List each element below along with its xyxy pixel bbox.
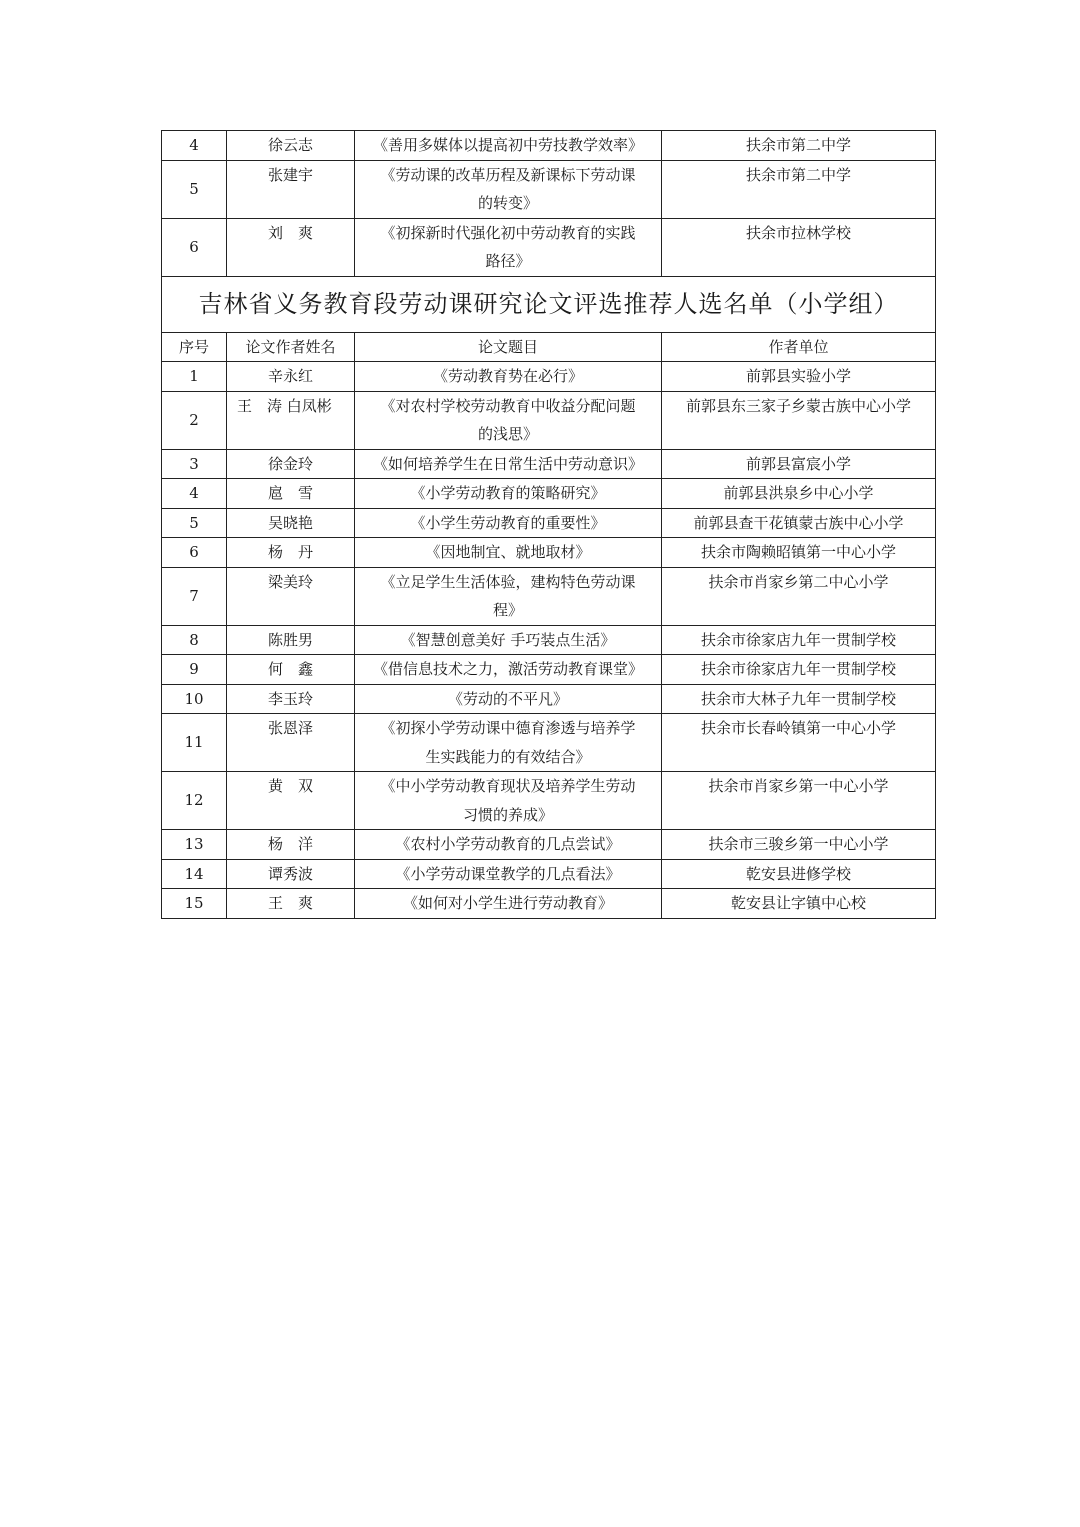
author-unit: 前郭县查干花镇蒙古族中心小学 <box>662 508 936 538</box>
row-number: 4 <box>162 479 227 509</box>
table-row <box>162 684 936 714</box>
section-title-row <box>162 276 936 332</box>
recommendation-table <box>161 130 936 919</box>
paper-title-line: 《因地制宜、就地取材》 <box>425 543 591 561</box>
header-title: 论文题目 <box>355 332 662 362</box>
paper-title <box>355 131 662 161</box>
row-number: 11 <box>162 714 227 772</box>
table-row <box>162 655 936 685</box>
author-unit: 扶余市第二中学 <box>662 131 936 161</box>
table-row <box>162 449 936 479</box>
author-unit: 前郭县东三家子乡蒙古族中心小学 <box>662 391 936 449</box>
paper-title <box>355 391 662 449</box>
author-name: 梁美玲 <box>227 567 355 625</box>
author-unit: 前郭县富宸小学 <box>662 449 936 479</box>
author-name: 徐金玲 <box>227 449 355 479</box>
paper-title <box>355 449 662 479</box>
paper-title-line: 路径》 <box>485 252 531 270</box>
paper-title-line: 生实践能力的有效结合》 <box>425 747 591 766</box>
row-number: 9 <box>162 655 227 685</box>
paper-title <box>355 362 662 392</box>
paper-title <box>355 655 662 685</box>
paper-title-line: 《智慧创意美好 手巧装点生活》 <box>400 630 616 649</box>
table-row <box>162 714 936 772</box>
section-title: 吉林省义务教育段劳动课研究论文评选推荐人选名单（小学组） <box>162 276 936 332</box>
paper-title <box>355 859 662 889</box>
author-name: 李玉玲 <box>227 684 355 714</box>
row-number: 12 <box>162 772 227 830</box>
author-name: 黄 双 <box>227 772 355 830</box>
author-unit: 前郭县实验小学 <box>662 362 936 392</box>
paper-title <box>355 714 662 772</box>
junior-high-rows <box>162 131 936 277</box>
paper-title-line: 《对农村学校劳动教育中收益分配问题 <box>380 396 636 415</box>
table-row <box>162 567 936 625</box>
paper-title-line: 《劳动教育势在必行》 <box>432 367 583 385</box>
table-row <box>162 362 936 392</box>
paper-title-line: 《初探小学劳动课中德育渗透与培养学 <box>380 719 636 737</box>
row-number: 14 <box>162 859 227 889</box>
paper-title <box>355 479 662 509</box>
paper-title-line: 《借信息技术之力，激活劳动教育课堂》 <box>372 660 643 678</box>
row-number: 7 <box>162 567 227 625</box>
row-number: 6 <box>162 538 227 568</box>
row-number: 13 <box>162 830 227 860</box>
author-unit: 扶余市徐家店九年一贯制学校 <box>662 625 936 655</box>
row-number: 2 <box>162 391 227 449</box>
row-number: 5 <box>162 160 227 218</box>
paper-title <box>355 538 662 568</box>
author-name: 张恩泽 <box>227 714 355 772</box>
author-name: 杨 洋 <box>227 830 355 860</box>
primary-rows <box>162 362 936 919</box>
author-unit: 扶余市三骏乡第一中心小学 <box>662 830 936 860</box>
author-name: 何 鑫 <box>227 655 355 685</box>
paper-title-line: 《立足学生生活体验，建构特色劳动课 <box>380 572 636 591</box>
table-row <box>162 830 936 860</box>
paper-title-line: 《小学生劳动教育的重要性》 <box>410 513 606 532</box>
paper-title-line: 《劳动的不平凡》 <box>447 689 568 708</box>
paper-title <box>355 625 662 655</box>
paper-title-line: 《劳动课的改革历程及新课标下劳动课 <box>380 165 636 184</box>
author-unit: 扶余市肖家乡第二中心小学 <box>662 567 936 625</box>
paper-title <box>355 889 662 919</box>
row-number: 10 <box>162 684 227 714</box>
paper-title-line: 的浅思》 <box>477 425 538 443</box>
author-unit: 扶余市徐家店九年一贯制学校 <box>662 655 936 685</box>
table-row <box>162 508 936 538</box>
paper-title <box>355 830 662 860</box>
author-unit: 扶余市第二中学 <box>662 160 936 218</box>
author-name: 王 涛 白凤彬 <box>227 391 355 449</box>
row-number: 5 <box>162 508 227 538</box>
header-row <box>162 332 936 362</box>
row-number: 8 <box>162 625 227 655</box>
row-number: 1 <box>162 362 227 392</box>
paper-title-line: 《中小学劳动教育现状及培养学生劳动 <box>380 777 636 795</box>
table-row <box>162 859 936 889</box>
paper-title <box>355 160 662 218</box>
author-name: 张建宇 <box>227 160 355 218</box>
table-row <box>162 625 936 655</box>
table-row <box>162 160 936 218</box>
author-unit: 前郭县洪泉乡中心小学 <box>662 479 936 509</box>
paper-title-line: 《农村小学劳动教育的几点尝试》 <box>395 835 621 853</box>
paper-title <box>355 772 662 830</box>
table-row <box>162 479 936 509</box>
author-name: 徐云志 <box>227 131 355 161</box>
author-unit: 扶余市长春岭镇第一中心小学 <box>662 714 936 772</box>
paper-title <box>355 508 662 538</box>
author-unit: 乾安县让字镇中心校 <box>662 889 936 919</box>
table-row <box>162 772 936 830</box>
row-number: 6 <box>162 218 227 276</box>
author-unit: 乾安县进修学校 <box>662 859 936 889</box>
author-name: 吴晓艳 <box>227 508 355 538</box>
row-number: 4 <box>162 131 227 161</box>
author-unit: 扶余市大林子九年一贯制学校 <box>662 684 936 714</box>
paper-title-line: 《小学劳动课堂教学的几点看法》 <box>395 864 621 883</box>
paper-title-line: 《如何培养学生在日常生活中劳动意识》 <box>372 454 643 473</box>
paper-title-line: 《小学劳动教育的策略研究》 <box>410 484 606 502</box>
paper-title-line: 的转变》 <box>477 194 538 212</box>
paper-title <box>355 567 662 625</box>
author-unit: 扶余市拉林学校 <box>662 218 936 276</box>
author-name: 谭秀波 <box>227 859 355 889</box>
author-name: 辛永红 <box>227 362 355 392</box>
header-no: 序号 <box>162 332 227 362</box>
author-name: 刘 爽 <box>227 218 355 276</box>
header-author: 论文作者姓名 <box>227 332 355 362</box>
header-unit: 作者单位 <box>662 332 936 362</box>
table-row <box>162 131 936 161</box>
table-row <box>162 218 936 276</box>
paper-title-line: 《如何对小学生进行劳动教育》 <box>402 894 613 912</box>
table-row <box>162 889 936 919</box>
table-row <box>162 391 936 449</box>
table-row <box>162 538 936 568</box>
author-name: 杨 丹 <box>227 538 355 568</box>
paper-title-line: 习惯的养成》 <box>462 805 553 824</box>
row-number: 15 <box>162 889 227 919</box>
primary-section <box>162 276 936 362</box>
paper-title <box>355 684 662 714</box>
author-unit: 扶余市陶赖昭镇第一中心小学 <box>662 538 936 568</box>
paper-title-line: 程》 <box>492 601 523 619</box>
author-name: 王 爽 <box>227 889 355 919</box>
author-name: 扈 雪 <box>227 479 355 509</box>
author-name: 陈胜男 <box>227 625 355 655</box>
row-number: 3 <box>162 449 227 479</box>
paper-title-line: 《善用多媒体以提高初中劳技教学效率》 <box>372 136 643 154</box>
paper-title <box>355 218 662 276</box>
author-unit: 扶余市肖家乡第一中心小学 <box>662 772 936 830</box>
paper-title-line: 《初探新时代强化初中劳动教育的实践 <box>380 223 636 242</box>
